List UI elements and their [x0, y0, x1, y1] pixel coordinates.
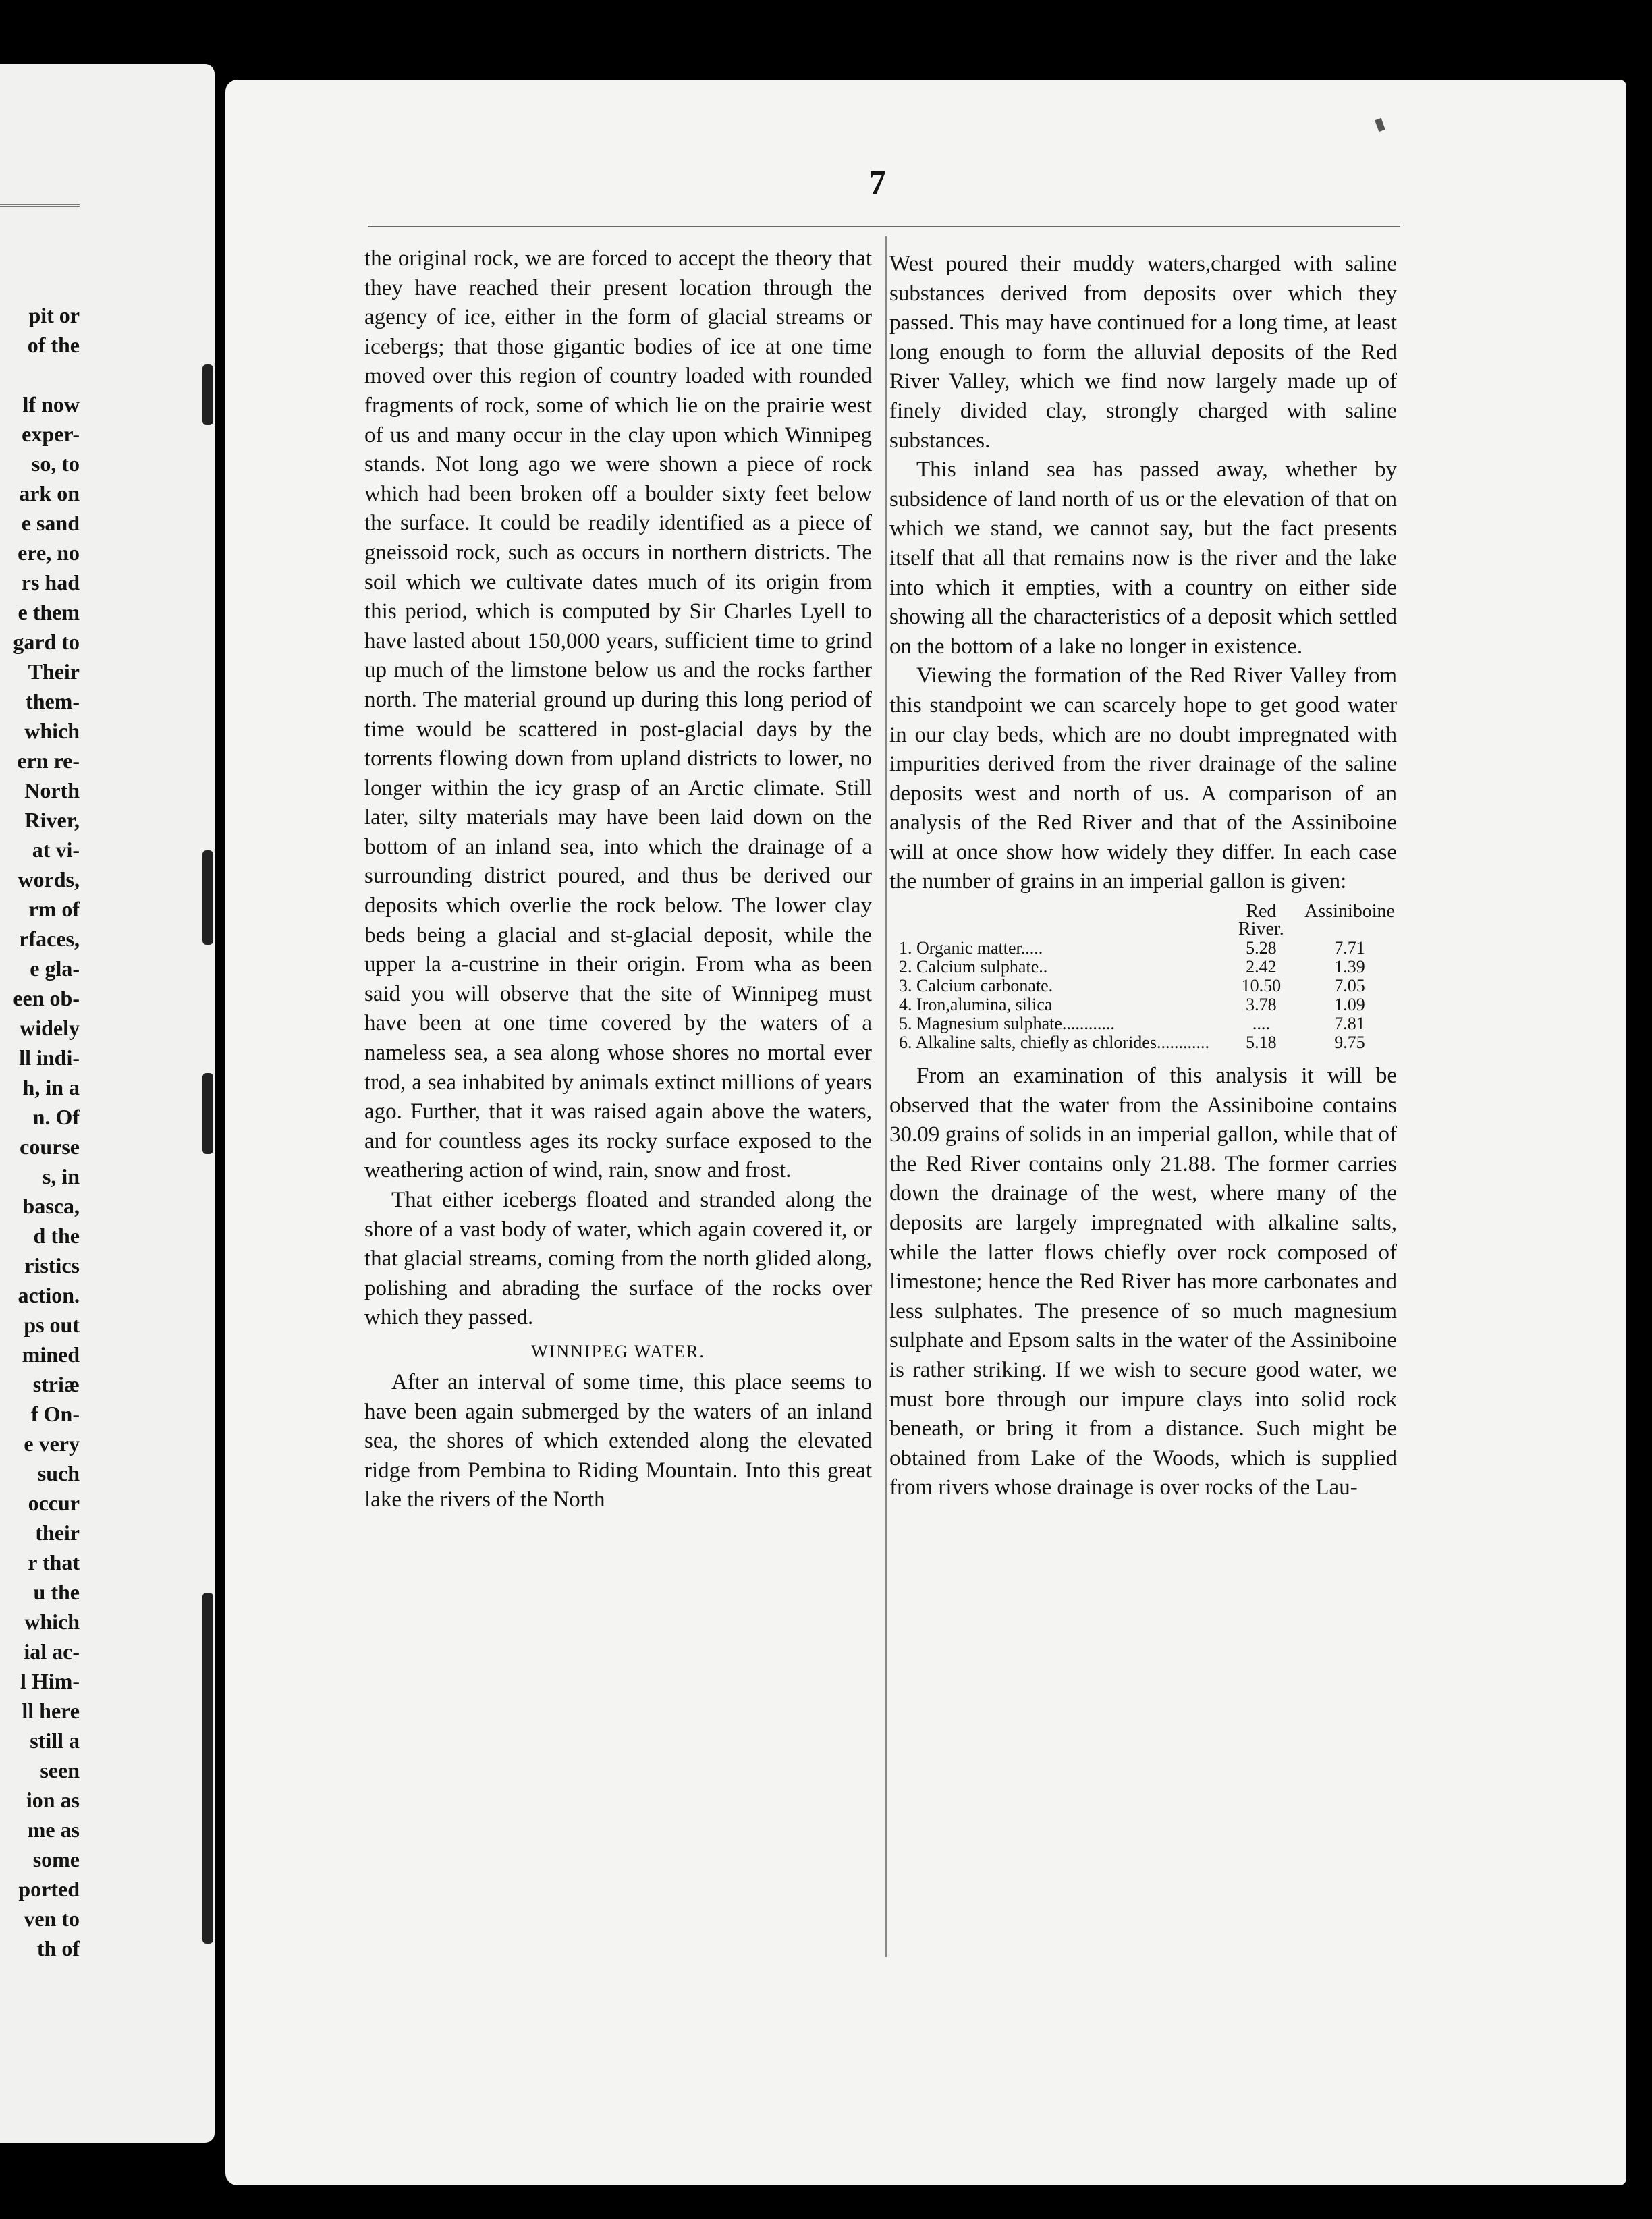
left-fragment-line: seen: [40, 1758, 80, 1782]
table-cell: 3.78: [1246, 995, 1277, 1015]
table-cell: 1.39: [1334, 957, 1365, 977]
left-fragment-line: ern re-: [17, 748, 80, 773]
table-cell: 5.28: [1246, 938, 1277, 958]
table-cell: 9.75: [1334, 1033, 1365, 1053]
left-fragment-line: course: [20, 1134, 80, 1159]
left-fragment-line: widely: [20, 1016, 80, 1040]
table-cell: 1. Organic matter.....: [899, 938, 1043, 958]
left-page-rule: [0, 204, 80, 207]
left-fragment-line: pit or: [28, 303, 80, 327]
left-fragment-line: rfaces,: [19, 927, 80, 951]
left-fragment-line: ion as: [26, 1788, 80, 1812]
table-cell: 3. Calcium carbonate.: [899, 976, 1053, 996]
table-row: [889, 1014, 1397, 1033]
left-fragment-line: th of: [36, 1936, 80, 1961]
left-fragment-line: ll here: [22, 1699, 80, 1723]
left-fragment-line: e them: [18, 600, 80, 624]
left-fragment-line: striæ: [32, 1372, 80, 1396]
left-fragment-line: me as: [27, 1817, 80, 1842]
section-heading: WINNIPEG WATER.: [531, 1341, 705, 1361]
table-header: Red River.: [1238, 901, 1284, 940]
left-fragment-line: een ob-: [13, 986, 80, 1010]
table-cell: 4. Iron,alumina, silica: [899, 995, 1053, 1015]
water-analysis-table: [889, 902, 1397, 1052]
binding-stitches: [197, 81, 217, 2133]
left-fragment-line: u the: [33, 1580, 80, 1604]
left-fragment-line: some: [32, 1847, 80, 1871]
table-cell: 1.09: [1334, 995, 1365, 1015]
left-fragment-line: s, in: [42, 1164, 80, 1188]
table-row: [889, 977, 1397, 995]
paragraph: From an examination of this analysis it will be observed that the water from the Assiniboine contains 30.09 grains of solids in an imperial gallon, while that of the Red River contains only 21.88. The former carries down the drainage of the west, where many of the deposits are largely impregnated with alkaline salts, while the latter flows chiefly over rock composed of limestone; hence the Red River has more carbonates and less sulphates. The presence of so much magnesium sulphate and Epsom salts in the water of the Assiniboine is rather striking. If we wish to secure good water, we must bore through our impure clays into solid rock beneath, or bring it from a distance. Such might be obtained from Lake of the Woods, which is supplied from rivers whose drainage is over rocks of the Lau-: [889, 1064, 1397, 1500]
table-cell: 10.50: [1241, 976, 1282, 996]
left-fragment-line: ere, no: [18, 541, 80, 565]
table-header-row: [889, 902, 1397, 939]
table-header: Assiniboine: [1304, 901, 1395, 923]
left-fragment-line: Their: [28, 659, 80, 684]
table-row: [889, 958, 1397, 977]
table-cell: 7.81: [1334, 1014, 1365, 1034]
left-fragment-line: gard to: [13, 630, 80, 654]
left-fragment-line: lf now: [22, 392, 80, 416]
left-fragment-line: r that: [28, 1550, 80, 1574]
table-cell: 7.05: [1334, 976, 1365, 996]
left-fragment-line: ps out: [24, 1313, 80, 1337]
left-fragment-line: h, in a: [22, 1075, 80, 1099]
left-fragment-line: action.: [18, 1283, 80, 1307]
left-fragment-line: which: [24, 1610, 80, 1634]
paragraph: That either icebergs floated and stranded along the shore of a vast body of water, which again covered it, or that glacial streams, coming from the north glided along, polishing and abrading the surface of the rocks over which they passed.: [364, 1188, 872, 1330]
paragraph: Viewing the formation of the Red River Valley from this standpoint we can scarcely hope to get good water in our clay beds, which are no doubt impregnated with impurities derived from the river drainage of the saline deposits west and north of us. A comparison of an analysis of the Red River and that of the Assiniboine will at once show how widely they differ. In each case the number of grains in an imperial gallon is given:: [889, 663, 1397, 894]
left-fragment-line: North: [24, 778, 80, 802]
left-fragment-line: f On-: [31, 1402, 80, 1426]
left-fragment-line: ristics: [24, 1253, 80, 1278]
left-page: [0, 64, 215, 2143]
left-fragment-line: ven to: [24, 1907, 80, 1931]
table-cell: 5.18: [1246, 1033, 1277, 1053]
left-fragment-line: so, to: [31, 451, 80, 476]
page-number: 7: [869, 164, 886, 202]
table-cell: 7.71: [1334, 938, 1365, 958]
left-fragment-line: rm of: [28, 897, 80, 921]
left-fragment-line: ial ac-: [24, 1639, 80, 1664]
left-fragment-line: their: [35, 1521, 80, 1545]
left-fragment-line: e gla-: [30, 956, 80, 981]
paragraph: the original rock, we are forced to accept the theory that they have reached their present location through the agency of ice, either in the form of glacial streams or icebergs; that those gigantic bodies of ice at one time moved over this region of country loaded with rounded fragments of rock, some of which lie on the prairie west of us and many occur in the clay upon which Winnipeg stands. Not long ago we were shown a piece of rock which had been broken off a boulder sixty feet below the surface. It could be readily identified as a piece of gneissoid rock, such as occurs in northern districts. The soil which we cultivate dates much of its origin from this period, which is computed by Sir Charles Lyell to have lasted about 150,000 years, sufficient time to grind up much of the limstone below us and the rocks farther north. The material ground up during this long period of time would be scattered in post-glacial days by the torrents flowing down from upland districts to lower, no longer within the icy grasp of an Arctic climate. Still later, silty materials may have been laid down on the bottom of an inland sea, into which the drainage of a surrounding district poured, and thus be derived our deposits which overlie the rock below. The lower clay beds being a glacial and st-glacial deposit, while the upper la a-custrine in their origin. From wha as been said you will observe that the site of Winnipeg must have been at one time covered by the waters of a nameless sea, a sea along whose shores no mortal ever trod, a sea inhabited by animals extinct millions of years ago. Further, that it was raised again above the waters, and for countless ages its rocky surface exposed to the weathering action of wind, rain, snow and frost.: [364, 246, 872, 1183]
table-cell: 2.42: [1246, 957, 1277, 977]
table-cell: 5. Magnesium sulphate............: [899, 1014, 1115, 1034]
left-page-text-fragments: [0, 300, 80, 1963]
paragraph: West poured their muddy waters,charged with saline substances derived from deposits over which they passed. This may have continued for a long time, at least long enough to form the alluvial deposits of the Red River Valley, which we find now largely made up of finely divided clay, strongly charged with saline substances.: [889, 252, 1397, 453]
paragraph: After an interval of some time, this place seems to have been again submerged by the waters of an inland sea, the shores of which extended along the elevated ridge from Pembina to Riding Mountain. Into this great lake the rivers of the North: [364, 1369, 872, 1512]
left-fragment-line: at vi-: [32, 838, 80, 862]
column-divider: [885, 236, 887, 1957]
left-fragment-line: l Him-: [20, 1669, 80, 1693]
left-fragment-line: ll indi-: [19, 1045, 80, 1070]
left-fragment-line: of the: [27, 333, 80, 357]
left-fragment-line: which: [24, 719, 80, 743]
left-fragment-line: River,: [24, 808, 80, 832]
left-fragment-line: basca,: [22, 1194, 80, 1218]
header-rule: [368, 225, 1400, 227]
table-cell: ....: [1252, 1014, 1270, 1034]
left-fragment-line: still a: [30, 1728, 80, 1753]
left-fragment-line: such: [37, 1461, 80, 1485]
left-fragment-line: mined: [22, 1342, 80, 1367]
table-header: [889, 902, 1220, 939]
left-fragment-line: exper-: [22, 422, 80, 446]
left-fragment-line: ported: [18, 1877, 80, 1901]
left-fragment-line: occur: [28, 1491, 80, 1515]
table-row: [889, 939, 1397, 958]
left-fragment-line: e very: [24, 1431, 80, 1456]
left-fragment-line: [0, 360, 80, 389]
table-cell: 2. Calcium sulphate..: [899, 957, 1048, 977]
left-fragment-line: rs had: [21, 570, 80, 595]
left-fragment-line: words,: [18, 867, 80, 892]
table-row: [889, 1033, 1397, 1052]
left-fragment-line: d the: [33, 1224, 80, 1248]
left-fragment-line: n. Of: [32, 1105, 80, 1129]
column-left: [364, 244, 872, 1515]
paragraph: This inland sea has passed away, whether by subsidence of land north of us or the elevation of that on which we stand, we cannot say, but the fact presents itself that all that remains now is the river and the lake into which it empties, with a country on either side showing all the characteristics of a deposit which settled on the bottom of a lake no longer in existence.: [889, 458, 1397, 659]
table-row: [889, 995, 1397, 1014]
table-cell: 6. Alkaline salts, chiefly as chlorides............: [899, 1033, 1209, 1053]
left-fragment-line: them-: [26, 689, 80, 713]
left-fragment-line: e sand: [21, 511, 80, 535]
left-fragment-line: ark on: [19, 481, 80, 505]
column-right: [889, 250, 1397, 1503]
